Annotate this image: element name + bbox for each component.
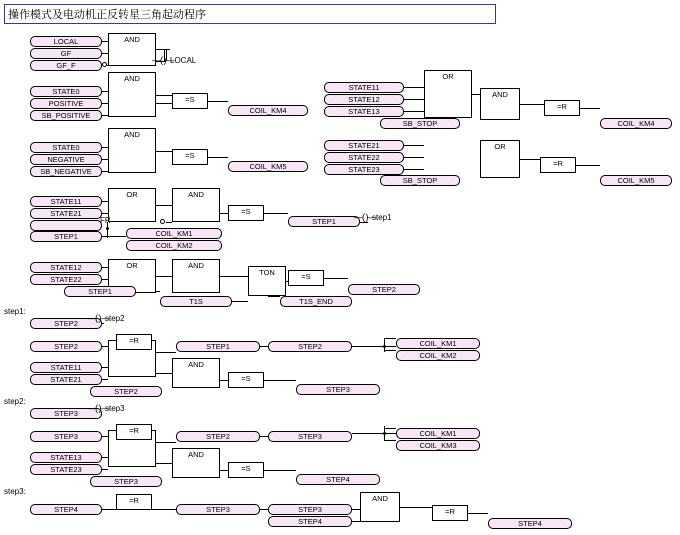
signal-pill[interactable]: T1S bbox=[160, 296, 232, 307]
signal-pill[interactable]: STATE13 bbox=[30, 452, 102, 463]
signal-pill[interactable]: STATE13 bbox=[324, 106, 404, 117]
wire-horizontal bbox=[384, 440, 396, 441]
signal-pill[interactable]: STEP2 bbox=[30, 318, 102, 329]
wire-horizontal bbox=[380, 346, 384, 347]
signal-pill[interactable]: STEP3 bbox=[30, 408, 102, 419]
signal-pill[interactable]: STEP2 bbox=[176, 431, 260, 442]
function-block-label: =S bbox=[301, 272, 311, 281]
coil-icon: ―( )― bbox=[354, 212, 376, 222]
function-block-label: =R bbox=[557, 102, 567, 111]
wire-horizontal bbox=[264, 470, 296, 471]
wire-horizontal bbox=[156, 49, 166, 50]
wire-horizontal bbox=[220, 380, 228, 381]
signal-pill[interactable]: COIL_KM2 bbox=[126, 240, 222, 251]
wire-horizontal bbox=[107, 236, 126, 237]
function-block-label: OR bbox=[442, 72, 454, 81]
signal-pill[interactable]: LOCAL bbox=[30, 36, 102, 47]
function-block-label: AND bbox=[492, 90, 508, 99]
wire-horizontal bbox=[156, 205, 172, 206]
signal-pill[interactable]: COIL_KM4 bbox=[228, 105, 308, 116]
signal-pill[interactable]: SB_POSITIVE bbox=[30, 110, 102, 121]
wire-horizontal bbox=[156, 463, 172, 464]
signal-pill[interactable]: STATE12 bbox=[324, 94, 404, 105]
wire-horizontal bbox=[352, 521, 360, 522]
function-block-label: =R bbox=[129, 336, 139, 345]
signal-pill[interactable]: STEP4 bbox=[296, 474, 380, 485]
wire-horizontal bbox=[220, 276, 248, 277]
signal-pill[interactable]: SB_STOP bbox=[380, 175, 460, 186]
wire-horizontal bbox=[580, 108, 600, 109]
signal-pill[interactable]: COIL_KM4 bbox=[600, 118, 672, 129]
wire-horizontal bbox=[166, 222, 172, 223]
signal-pill[interactable]: STATE21 bbox=[30, 208, 102, 219]
signal-pill[interactable]: NEGATIVE bbox=[30, 154, 102, 165]
wire-horizontal bbox=[404, 111, 424, 112]
signal-pill[interactable]: T1S_END bbox=[280, 296, 352, 307]
wire-horizontal bbox=[384, 428, 396, 429]
signal-pill[interactable]: COIL_KM1 bbox=[126, 228, 222, 239]
signal-pill[interactable]: STEP2 bbox=[90, 386, 162, 397]
signal-pill[interactable]: STEP1 bbox=[176, 341, 260, 352]
coil-icon: ―( )― bbox=[87, 313, 109, 323]
wire-horizontal bbox=[468, 513, 488, 514]
wire-horizontal bbox=[352, 433, 396, 434]
signal-pill[interactable]: COIL_KM1 bbox=[396, 338, 480, 349]
function-block[interactable] bbox=[480, 88, 520, 120]
wire-horizontal bbox=[156, 373, 172, 374]
signal-pill[interactable]: STATE21 bbox=[324, 140, 404, 151]
wire-horizontal bbox=[576, 165, 600, 166]
network-label: step2: bbox=[4, 397, 26, 406]
function-block[interactable] bbox=[108, 72, 156, 117]
wire-horizontal bbox=[268, 296, 280, 297]
wire-horizontal bbox=[208, 101, 228, 102]
wire-horizontal bbox=[400, 507, 432, 508]
function-block[interactable] bbox=[424, 70, 472, 118]
coil-output-label[interactable]: step1 bbox=[372, 213, 392, 222]
wire-horizontal bbox=[102, 509, 116, 510]
coil-icon: ―( )― bbox=[152, 55, 174, 65]
function-block[interactable] bbox=[544, 100, 580, 116]
signal-pill[interactable]: STATE11 bbox=[30, 362, 102, 373]
signal-pill[interactable]: STEP3 bbox=[268, 504, 352, 515]
function-block[interactable] bbox=[540, 157, 576, 173]
function-block[interactable] bbox=[116, 334, 152, 350]
function-block-label: AND bbox=[124, 35, 140, 44]
wire-horizontal bbox=[208, 157, 228, 158]
signal-pill[interactable]: STEP1 bbox=[288, 216, 360, 227]
wire-horizontal bbox=[264, 213, 288, 214]
signal-pill[interactable]: SB_NEGATIVE bbox=[30, 166, 102, 177]
function-block[interactable] bbox=[172, 188, 220, 222]
function-block[interactable] bbox=[248, 266, 286, 296]
function-block-label: TON bbox=[259, 268, 275, 277]
signal-pill[interactable]: STEP1 bbox=[30, 231, 102, 242]
signal-pill[interactable]: STATE0 bbox=[30, 86, 102, 97]
signal-pill[interactable]: STEP3 bbox=[296, 384, 380, 395]
function-block-label: =R bbox=[553, 159, 563, 168]
signal-pill[interactable]: STEP3 bbox=[176, 504, 260, 515]
negation-icon bbox=[160, 219, 165, 224]
wire-horizontal bbox=[352, 346, 396, 347]
function-block[interactable] bbox=[116, 494, 152, 510]
coil-output-label[interactable]: LOCAL bbox=[170, 56, 197, 65]
coil-icon: ―( )― bbox=[87, 403, 109, 413]
signal-pill[interactable]: STATE11 bbox=[30, 196, 102, 207]
signal-pill[interactable]: STEP4 bbox=[30, 504, 102, 515]
wire-horizontal bbox=[404, 145, 424, 146]
function-block[interactable] bbox=[172, 358, 220, 388]
coil-output-label[interactable]: step3 bbox=[105, 404, 125, 413]
wire-horizontal bbox=[404, 157, 424, 158]
function-block-label: =S bbox=[185, 95, 195, 104]
function-block[interactable] bbox=[172, 149, 208, 165]
wire-horizontal bbox=[352, 509, 360, 510]
wire-horizontal bbox=[102, 379, 108, 380]
function-block-label: AND bbox=[188, 261, 204, 270]
function-block-label: AND bbox=[372, 494, 388, 503]
function-block-label: AND bbox=[188, 450, 204, 459]
signal-pill[interactable]: STATE12 bbox=[30, 262, 102, 273]
signal-pill[interactable]: STATE22 bbox=[324, 152, 404, 163]
function-block-label: =S bbox=[185, 151, 195, 160]
wire-horizontal bbox=[404, 169, 424, 170]
function-block[interactable] bbox=[360, 492, 400, 522]
signal-pill[interactable]: COIL_KM3 bbox=[396, 440, 480, 451]
function-block[interactable] bbox=[172, 448, 220, 478]
signal-pill[interactable]: STATE0 bbox=[30, 142, 102, 153]
signal-pill[interactable]: STEP2 bbox=[30, 341, 102, 352]
page-title: 操作模式及电动机正反转星三角起动程序 bbox=[8, 9, 206, 21]
function-block[interactable] bbox=[288, 270, 324, 286]
function-block[interactable] bbox=[228, 462, 264, 478]
wire-horizontal bbox=[404, 99, 424, 100]
function-block[interactable] bbox=[108, 188, 156, 222]
function-block-label: OR bbox=[126, 190, 138, 199]
signal-pill[interactable]: STEP3 bbox=[30, 431, 102, 442]
signal-pill[interactable]: STATE23 bbox=[324, 164, 404, 175]
wire-horizontal bbox=[260, 509, 268, 510]
signal-pill[interactable]: COIL_KM5 bbox=[600, 175, 672, 186]
wire-horizontal bbox=[156, 95, 172, 96]
wire-horizontal bbox=[102, 469, 108, 470]
wire-horizontal bbox=[220, 213, 228, 214]
signal-pill[interactable]: STEP4 bbox=[268, 516, 352, 527]
coil-output-label[interactable]: step2 bbox=[105, 314, 125, 323]
signal-pill[interactable]: GF_F bbox=[30, 60, 102, 71]
network-label: step1: bbox=[4, 307, 26, 316]
function-block[interactable] bbox=[116, 424, 152, 440]
wire-horizontal bbox=[156, 276, 172, 277]
wire-horizontal bbox=[220, 470, 228, 471]
wire-horizontal bbox=[384, 350, 396, 351]
wire-horizontal bbox=[156, 442, 176, 443]
function-block-label: AND bbox=[188, 190, 204, 199]
signal-pill[interactable]: COIL_KM5 bbox=[228, 161, 308, 172]
negation-icon bbox=[102, 62, 107, 67]
wire-horizontal bbox=[102, 323, 104, 324]
wire-horizontal bbox=[472, 94, 480, 95]
wire-horizontal bbox=[384, 338, 396, 339]
wire-horizontal bbox=[380, 433, 384, 434]
wire-horizontal bbox=[520, 104, 544, 105]
function-block-label: AND bbox=[124, 130, 140, 139]
function-block[interactable] bbox=[108, 33, 156, 66]
function-block-label: OR bbox=[126, 261, 138, 270]
wire-junction bbox=[106, 227, 109, 230]
function-block-label: OR bbox=[494, 142, 506, 151]
function-block[interactable] bbox=[228, 372, 264, 388]
signal-pill[interactable]: GF bbox=[30, 48, 102, 59]
signal-pill[interactable]: COIL_KM1 bbox=[396, 428, 480, 439]
signal-pill[interactable]: STATE21 bbox=[30, 374, 102, 385]
function-block[interactable] bbox=[480, 140, 520, 178]
signal-pill[interactable]: STEP3 bbox=[268, 431, 352, 442]
function-block-label: =S bbox=[241, 207, 251, 216]
function-block[interactable] bbox=[432, 505, 468, 521]
wire-horizontal bbox=[360, 222, 368, 223]
signal-pill[interactable]: SB_STOP bbox=[380, 118, 460, 129]
signal-pill[interactable]: STATE23 bbox=[30, 464, 102, 475]
function-block-label: =R bbox=[129, 496, 139, 505]
signal-pill[interactable]: STEP2 bbox=[268, 341, 352, 352]
signal-pill[interactable]: STATE22 bbox=[30, 274, 102, 285]
function-block-label: =S bbox=[241, 464, 251, 473]
function-block[interactable] bbox=[172, 259, 220, 293]
wire-horizontal bbox=[156, 103, 172, 104]
function-block-label: AND bbox=[124, 74, 140, 83]
wire-horizontal bbox=[232, 301, 248, 302]
function-block[interactable] bbox=[228, 205, 264, 221]
signal-pill[interactable]: STEP1 bbox=[64, 286, 136, 297]
function-block-label: AND bbox=[188, 360, 204, 369]
wire-horizontal bbox=[156, 151, 172, 152]
signal-pill[interactable]: STEP4 bbox=[488, 518, 572, 529]
function-block-label: =R bbox=[445, 507, 455, 516]
wire-horizontal bbox=[264, 380, 296, 381]
signal-pill[interactable] bbox=[30, 220, 102, 231]
function-block[interactable] bbox=[108, 128, 156, 173]
signal-pill[interactable]: POSITIVE bbox=[30, 98, 102, 109]
signal-pill[interactable]: STATE11 bbox=[324, 82, 404, 93]
signal-pill[interactable]: COIL_KM2 bbox=[396, 350, 480, 361]
annotation-label: FR bbox=[100, 216, 111, 225]
wire-horizontal bbox=[152, 509, 176, 510]
wire-horizontal bbox=[520, 159, 540, 160]
wire-horizontal bbox=[324, 278, 348, 279]
function-block-label: =R bbox=[129, 426, 139, 435]
signal-pill[interactable]: STEP2 bbox=[348, 284, 420, 295]
wire-horizontal bbox=[156, 352, 176, 353]
function-block[interactable] bbox=[172, 93, 208, 109]
function-block-label: =S bbox=[241, 374, 251, 383]
network-label: step3: bbox=[4, 487, 26, 496]
signal-pill[interactable]: STEP3 bbox=[90, 476, 162, 487]
wire-horizontal bbox=[404, 87, 424, 88]
